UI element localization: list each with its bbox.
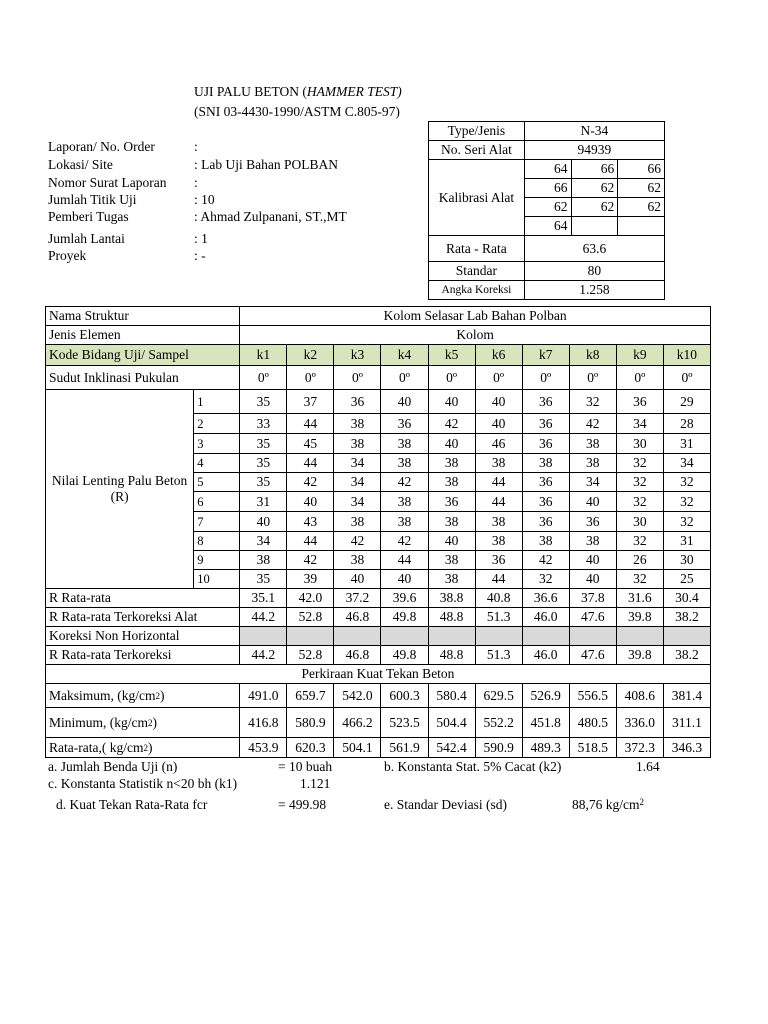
rebound-value: 42 xyxy=(287,473,334,492)
row-value: 31.6 xyxy=(616,589,663,608)
table-row xyxy=(46,390,711,414)
strength-value: 416.8 xyxy=(240,708,287,738)
strength-value: 659.7 xyxy=(287,684,334,708)
rebound-value: 31 xyxy=(663,532,710,551)
table-row xyxy=(46,646,711,665)
strength-value: 580.9 xyxy=(287,708,334,738)
rebound-value: 32 xyxy=(616,454,663,473)
table-row xyxy=(46,326,711,345)
row-value: 44.2 xyxy=(240,646,287,665)
unit-close: ) xyxy=(160,687,165,703)
rebound-value: 29 xyxy=(663,390,710,414)
code-label: Kode Bidang Uji/ Sampel xyxy=(46,345,240,366)
strength-value: 336.0 xyxy=(616,708,663,738)
strength-value: 580.4 xyxy=(428,684,475,708)
table-row xyxy=(46,684,711,708)
rebound-value: 36 xyxy=(475,551,522,570)
std-label: Standar xyxy=(429,262,525,281)
rebound-value: 32 xyxy=(663,512,710,532)
rebound-value: 38 xyxy=(334,414,381,434)
summary-e-label: e. Standar Deviasi (sd) xyxy=(384,797,507,812)
row-value: 37.8 xyxy=(569,589,616,608)
rebound-value: 30 xyxy=(616,512,663,532)
rebound-value: 36 xyxy=(381,414,428,434)
row-value: 47.6 xyxy=(569,608,616,627)
rebound-value: 38 xyxy=(334,434,381,454)
table-row xyxy=(46,589,711,608)
rebound-value: 32 xyxy=(616,492,663,512)
rebound-value: 40 xyxy=(240,512,287,532)
rebound-value: 36 xyxy=(334,390,381,414)
rebound-value: 38 xyxy=(522,532,569,551)
calib-cell: 66 xyxy=(571,160,618,179)
struct-value: Kolom Selasar Lab Bahan Polban xyxy=(240,307,711,326)
sample-code: k10 xyxy=(663,345,710,366)
rebound-value: 38 xyxy=(428,551,475,570)
sample-code: k3 xyxy=(334,345,381,366)
row-value: 30.4 xyxy=(663,589,710,608)
row-value: 52.8 xyxy=(287,608,334,627)
rebound-index: 3 xyxy=(194,434,240,454)
rebound-index: 10 xyxy=(194,570,240,589)
row-value: 42.0 xyxy=(287,589,334,608)
struct-label: Nama Struktur xyxy=(46,307,240,326)
device-table xyxy=(428,121,665,300)
summary-b-value: 1.64 xyxy=(636,759,660,774)
row-label xyxy=(46,708,240,738)
rebound-value: 40 xyxy=(569,570,616,589)
sample-code: k9 xyxy=(616,345,663,366)
rebound-value: 38 xyxy=(381,454,428,473)
strength-value: 556.5 xyxy=(569,684,616,708)
info-value: : xyxy=(194,139,198,154)
rebound-value: 38 xyxy=(381,512,428,532)
row-value: 51.3 xyxy=(475,608,522,627)
rebound-value: 38 xyxy=(334,512,381,532)
rebound-value: 44 xyxy=(475,473,522,492)
rebound-value: 44 xyxy=(475,570,522,589)
rebound-value: 38 xyxy=(569,434,616,454)
row-value: 51.3 xyxy=(475,646,522,665)
strength-value: 480.5 xyxy=(569,708,616,738)
avg-value: 63.6 xyxy=(524,236,664,262)
sample-code: k4 xyxy=(381,345,428,366)
page-subtitle: (SNI 03-4430-1990/ASTM C.805-97) xyxy=(194,104,400,119)
strength-value: 346.3 xyxy=(663,738,710,758)
summary-c-value: 1.121 xyxy=(300,776,331,791)
strength-value: 381.4 xyxy=(663,684,710,708)
rebound-value: 42 xyxy=(428,414,475,434)
row-label xyxy=(46,684,240,708)
angle-value: 0º xyxy=(569,366,616,390)
sample-code: k5 xyxy=(428,345,475,366)
info-value: : Ahmad Zulpanani, ST.,MT xyxy=(194,209,347,224)
rebound-index: 1 xyxy=(194,390,240,414)
strength-value: 561.9 xyxy=(381,738,428,758)
rebound-value: 36 xyxy=(616,390,663,414)
strength-value: 453.9 xyxy=(240,738,287,758)
info-value: : - xyxy=(194,248,206,263)
rebound-value: 36 xyxy=(428,492,475,512)
rebound-value: 34 xyxy=(663,454,710,473)
rebound-value: 38 xyxy=(428,512,475,532)
row-value: 48.8 xyxy=(428,608,475,627)
rebound-value: 32 xyxy=(522,570,569,589)
rebound-value: 34 xyxy=(569,473,616,492)
strength-value: 489.3 xyxy=(522,738,569,758)
info-label: Pemberi Tugas xyxy=(48,209,129,224)
strength-value: 504.4 xyxy=(428,708,475,738)
strength-header: Perkiraan Kuat Tekan Beton xyxy=(46,665,711,684)
elem-label: Jenis Elemen xyxy=(46,326,240,345)
rebound-value: 44 xyxy=(381,551,428,570)
angle-value: 0º xyxy=(334,366,381,390)
calib-cell: 66 xyxy=(618,160,665,179)
table-row xyxy=(46,738,711,758)
info-label: Proyek xyxy=(48,248,87,263)
rebound-index: 5 xyxy=(194,473,240,492)
rebound-value: 42 xyxy=(287,551,334,570)
rebound-value: 35 xyxy=(240,570,287,589)
angle-value: 0º xyxy=(475,366,522,390)
calib-cell: 62 xyxy=(618,179,665,198)
unit-sup: 2 xyxy=(155,690,160,701)
summary-a-label: a. Jumlah Benda Uji (n) xyxy=(48,759,178,774)
non-horizontal-cell xyxy=(663,627,710,646)
angle-value: 0º xyxy=(381,366,428,390)
unit-close: ) xyxy=(147,739,153,755)
row-value: 40.8 xyxy=(475,589,522,608)
rebound-value: 36 xyxy=(522,512,569,532)
strength-value: 408.6 xyxy=(616,684,663,708)
sample-code: k1 xyxy=(240,345,287,366)
title-line1: UJI PALU BETON ( xyxy=(194,84,307,99)
rebound-index: 2 xyxy=(194,414,240,434)
sample-code: k8 xyxy=(569,345,616,366)
rebound-label: Nilai Lenting Palu Beton (R) xyxy=(46,390,194,589)
rebound-value: 35 xyxy=(240,473,287,492)
page-title xyxy=(194,84,402,100)
rebound-value: 34 xyxy=(334,492,381,512)
row-value: 46.0 xyxy=(522,608,569,627)
rebound-value: 35 xyxy=(240,434,287,454)
info-label: Jumlah Titik Uji xyxy=(48,192,137,207)
rebound-value: 43 xyxy=(287,512,334,532)
row-value: 37.2 xyxy=(334,589,381,608)
rebound-value: 42 xyxy=(569,414,616,434)
rebound-value: 44 xyxy=(475,492,522,512)
row-label xyxy=(46,738,240,758)
type-value: N-34 xyxy=(524,122,664,141)
rebound-value: 42 xyxy=(381,532,428,551)
type-label: Type/Jenis xyxy=(429,122,525,141)
unit-label: Maksimum, (kg/cm xyxy=(49,687,156,703)
rebound-index: 8 xyxy=(194,532,240,551)
rebound-value: 42 xyxy=(381,473,428,492)
rebound-value: 36 xyxy=(569,512,616,532)
strength-value: 542.0 xyxy=(334,684,381,708)
rebound-value: 32 xyxy=(569,390,616,414)
unit-sup: 2 xyxy=(148,717,153,728)
angle-value: 0º xyxy=(663,366,710,390)
non-horizontal-cell xyxy=(475,627,522,646)
sample-code: k6 xyxy=(475,345,522,366)
summary-d-label: d. Kuat Tekan Rata-Rata fcr xyxy=(56,797,208,812)
rebound-value: 40 xyxy=(475,390,522,414)
rebound-value: 40 xyxy=(569,551,616,570)
non-horizontal-label: Koreksi Non Horizontal xyxy=(46,627,240,646)
info-value: : 1 xyxy=(194,231,208,246)
rebound-value: 34 xyxy=(334,473,381,492)
rebound-value: 40 xyxy=(381,390,428,414)
row-value: 36.6 xyxy=(522,589,569,608)
angle-label: Sudut Inklinasi Pukulan xyxy=(46,366,240,390)
row-value: 39.8 xyxy=(616,646,663,665)
calib-cell xyxy=(571,217,618,236)
rebound-value: 34 xyxy=(616,414,663,434)
unit-label: Rata-rata,( kg/cm xyxy=(49,739,144,755)
rebound-value: 40 xyxy=(569,492,616,512)
rebound-value: 40 xyxy=(428,434,475,454)
calib-cell: 62 xyxy=(618,198,665,217)
table-row xyxy=(46,345,711,366)
rebound-value: 36 xyxy=(522,473,569,492)
rebound-value: 44 xyxy=(287,414,334,434)
info-label: Jumlah Lantai xyxy=(48,231,125,246)
sample-code: k7 xyxy=(522,345,569,366)
calib-cell: 66 xyxy=(524,179,571,198)
rebound-value: 32 xyxy=(616,570,663,589)
row-value: 49.8 xyxy=(381,646,428,665)
row-value: 39.6 xyxy=(381,589,428,608)
info-label: Nomor Surat Laporan xyxy=(48,175,167,190)
summary-a-value: = 10 buah xyxy=(278,759,333,774)
rebound-value: 38 xyxy=(334,551,381,570)
rebound-value: 40 xyxy=(334,570,381,589)
rebound-index: 9 xyxy=(194,551,240,570)
info-value: : Lab Uji Bahan POLBAN xyxy=(194,157,338,172)
calib-cell: 62 xyxy=(571,179,618,198)
calib-label: Kalibrasi Alat xyxy=(429,160,525,236)
title-line1-italic: HAMMER TEST) xyxy=(306,84,402,99)
table-row xyxy=(46,366,711,390)
std-value: 80 xyxy=(524,262,664,281)
rebound-value: 46 xyxy=(475,434,522,454)
table-row xyxy=(46,665,711,684)
unit-close: ) xyxy=(152,714,157,730)
non-horizontal-cell xyxy=(381,627,428,646)
rebound-value: 33 xyxy=(240,414,287,434)
calib-cell: 64 xyxy=(524,160,571,179)
strength-value: 504.1 xyxy=(334,738,381,758)
strength-value: 523.5 xyxy=(381,708,428,738)
strength-value: 491.0 xyxy=(240,684,287,708)
summary-b-label: b. Konstanta Stat. 5% Cacat (k2) xyxy=(384,759,562,774)
rebound-value: 25 xyxy=(663,570,710,589)
rebound-value: 42 xyxy=(334,532,381,551)
rebound-value: 44 xyxy=(287,532,334,551)
row-value: 39.8 xyxy=(616,608,663,627)
angle-value: 0º xyxy=(428,366,475,390)
corr-value: 1.258 xyxy=(524,281,664,300)
rebound-value: 38 xyxy=(569,454,616,473)
serial-label: No. Seri Alat xyxy=(429,141,525,160)
row-label: R Rata-rata Terkoreksi xyxy=(46,646,240,665)
sample-code: k2 xyxy=(287,345,334,366)
rebound-value: 40 xyxy=(287,492,334,512)
strength-value: 629.5 xyxy=(475,684,522,708)
rebound-value: 38 xyxy=(381,434,428,454)
rebound-value: 31 xyxy=(240,492,287,512)
corr-label: Angka Koreksi xyxy=(429,281,525,300)
rebound-value: 34 xyxy=(240,532,287,551)
sd-unit-sup: 2 xyxy=(639,797,644,807)
strength-value: 526.9 xyxy=(522,684,569,708)
sd-value: 88,76 kg/cm xyxy=(572,797,640,812)
rebound-value: 45 xyxy=(287,434,334,454)
strength-value: 600.3 xyxy=(381,684,428,708)
rebound-value: 35 xyxy=(240,390,287,414)
strength-value: 518.5 xyxy=(569,738,616,758)
table-row xyxy=(46,708,711,738)
non-horizontal-cell xyxy=(522,627,569,646)
avg-label: Rata - Rata xyxy=(429,236,525,262)
non-horizontal-cell xyxy=(428,627,475,646)
rebound-value: 37 xyxy=(287,390,334,414)
angle-value: 0º xyxy=(287,366,334,390)
strength-value: 372.3 xyxy=(616,738,663,758)
unit-label: Minimum, (kg/cm xyxy=(49,714,148,730)
rebound-value: 30 xyxy=(616,434,663,454)
angle-value: 0º xyxy=(616,366,663,390)
rebound-value: 32 xyxy=(663,473,710,492)
rebound-value: 34 xyxy=(334,454,381,473)
rebound-value: 32 xyxy=(616,532,663,551)
rebound-value: 36 xyxy=(522,492,569,512)
table-row xyxy=(46,608,711,627)
row-value: 47.6 xyxy=(569,646,616,665)
rebound-value: 38 xyxy=(475,512,522,532)
rebound-value: 38 xyxy=(522,454,569,473)
rebound-value: 32 xyxy=(663,492,710,512)
rebound-value: 38 xyxy=(569,532,616,551)
hammer-test-table xyxy=(45,306,711,758)
rebound-value: 26 xyxy=(616,551,663,570)
rebound-value: 39 xyxy=(287,570,334,589)
calib-cell: 62 xyxy=(524,198,571,217)
row-value: 46.0 xyxy=(522,646,569,665)
table-row xyxy=(46,307,711,326)
row-label: R Rata-rata xyxy=(46,589,240,608)
serial-value: 94939 xyxy=(524,141,664,160)
summary-e-value xyxy=(572,797,644,813)
calib-cell: 64 xyxy=(524,217,571,236)
rebound-value: 40 xyxy=(428,532,475,551)
non-horizontal-cell xyxy=(569,627,616,646)
row-value: 38.2 xyxy=(663,608,710,627)
info-label: Lokasi/ Site xyxy=(48,157,113,172)
rebound-value: 38 xyxy=(381,492,428,512)
strength-value: 466.2 xyxy=(334,708,381,738)
strength-value: 311.1 xyxy=(663,708,710,738)
calib-cell xyxy=(618,217,665,236)
strength-value: 542.4 xyxy=(428,738,475,758)
row-value: 52.8 xyxy=(287,646,334,665)
summary-d-value: = 499.98 xyxy=(278,797,327,812)
row-value: 35.1 xyxy=(240,589,287,608)
summary-c-label: c. Konstanta Statistik n<20 bh (k1) xyxy=(48,776,238,791)
rebound-value: 40 xyxy=(428,390,475,414)
non-horizontal-cell xyxy=(616,627,663,646)
rebound-index: 7 xyxy=(194,512,240,532)
rebound-value: 31 xyxy=(663,434,710,454)
rebound-value: 40 xyxy=(381,570,428,589)
rebound-value: 36 xyxy=(522,414,569,434)
rebound-value: 32 xyxy=(616,473,663,492)
unit-sup: 2 xyxy=(143,742,148,753)
non-horizontal-cell xyxy=(240,627,287,646)
strength-value: 552.2 xyxy=(475,708,522,738)
strength-value: 451.8 xyxy=(522,708,569,738)
rebound-value: 36 xyxy=(522,390,569,414)
row-value: 38.2 xyxy=(663,646,710,665)
row-value: 38.8 xyxy=(428,589,475,608)
rebound-value: 35 xyxy=(240,454,287,473)
non-horizontal-cell xyxy=(334,627,381,646)
table-row xyxy=(46,627,711,646)
rebound-value: 40 xyxy=(475,414,522,434)
rebound-index: 6 xyxy=(194,492,240,512)
row-label: R Rata-rata Terkoreksi Alat xyxy=(46,608,240,627)
row-value: 46.8 xyxy=(334,608,381,627)
rebound-value: 44 xyxy=(287,454,334,473)
info-value: : xyxy=(194,175,198,190)
rebound-value: 36 xyxy=(522,434,569,454)
row-value: 48.8 xyxy=(428,646,475,665)
rebound-value: 38 xyxy=(428,570,475,589)
strength-value: 620.3 xyxy=(287,738,334,758)
non-horizontal-cell xyxy=(287,627,334,646)
info-label: Laporan/ No. Order xyxy=(48,139,155,154)
rebound-value: 28 xyxy=(663,414,710,434)
row-value: 46.8 xyxy=(334,646,381,665)
rebound-value: 42 xyxy=(522,551,569,570)
strength-value: 590.9 xyxy=(475,738,522,758)
rebound-value: 38 xyxy=(428,473,475,492)
rebound-value: 38 xyxy=(240,551,287,570)
angle-value: 0º xyxy=(240,366,287,390)
rebound-index: 4 xyxy=(194,454,240,473)
info-value: : 10 xyxy=(194,192,215,207)
rebound-value: 38 xyxy=(475,532,522,551)
row-value: 49.8 xyxy=(381,608,428,627)
angle-value: 0º xyxy=(522,366,569,390)
rebound-value: 38 xyxy=(428,454,475,473)
rebound-value: 30 xyxy=(663,551,710,570)
calib-cell: 62 xyxy=(571,198,618,217)
row-value: 44.2 xyxy=(240,608,287,627)
rebound-value: 38 xyxy=(475,454,522,473)
elem-value: Kolom xyxy=(240,326,711,345)
